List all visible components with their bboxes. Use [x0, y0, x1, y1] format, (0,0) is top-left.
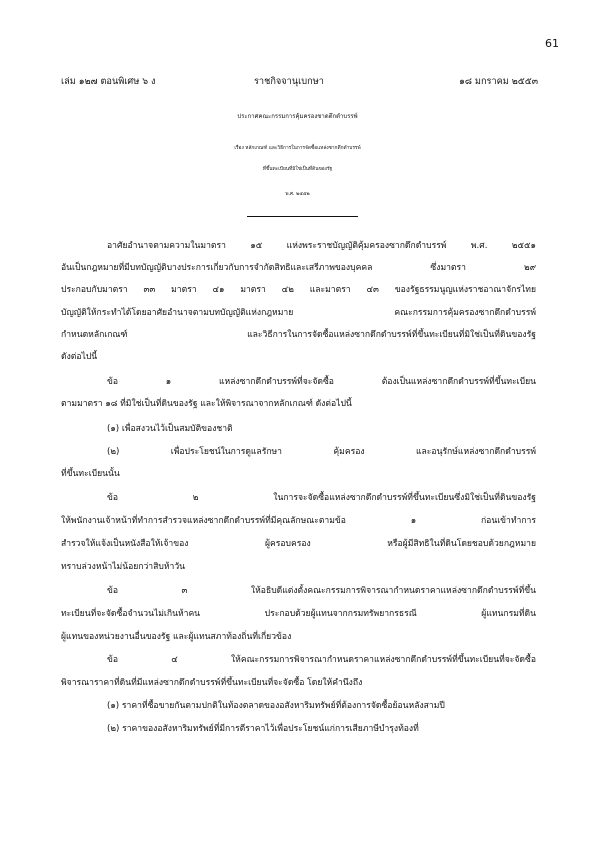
body-line: ข้อ ๔ ให้คณะกรรมการพิจารณากำหนดราคาแหล่งซากดึกดำบรรพ์ที่ขึ้นทะเบียนที่จะจัดซื้อ: [107, 655, 536, 665]
subject-line-2: ที่ขึ้นทะเบียนที่มิใช่เป็นที่ดินของรัฐ: [262, 167, 333, 172]
body-line: (๑) เพื่อสงวนไว้เป็นสมบัติของชาติ: [107, 424, 233, 434]
body-line: ให้พนักงานเจ้าหน้าที่ทำการสำรวจแหล่งซากดึกดำบรรพ์ที่มีคุณลักษณะตามข้อ ๑ ก่อนเข้าทำการ: [61, 516, 536, 526]
body-line: พิจารณาราคาที่ดินที่มีแหล่งซากดึกดำบรรพ์ที่ขึ้นทะเบียนที่จะจัดซื้อ โดยให้คำนึงถึง: [61, 678, 363, 688]
body-line: ผู้แทนของหน่วยงานอื่นของรัฐ และผู้แทนสภาท้องถิ่นที่เกี่ยวข้อง: [61, 632, 292, 642]
header-volume-issue: เล่ม ๑๒๗ ตอนพิเศษ ๖ ง: [61, 76, 156, 87]
body-line: ตามมาตรา ๑๘ ที่มิใช่เป็นที่ดินของรัฐ และให้พิจารณาจากหลักเกณฑ์ ดังต่อไปนี้: [61, 399, 352, 409]
body-line: ที่ขึ้นทะเบียนนั้น: [61, 469, 120, 479]
header-gazette-name: ราชกิจจานุเบกษา: [254, 76, 324, 87]
body-line: ประกอบกับมาตรา ๓๓ มาตรา ๔๑ มาตรา ๔๒ และมาตรา ๔๓ ของรัฐธรรมนูญแห่งราชอาณาจักรไทย: [61, 285, 536, 295]
body-line: สำรวจให้แจ้งเป็นหนังสือให้เจ้าของ ผู้ครอบครอง หรือผู้มีสิทธิในที่ดินโดยชอบด้วยกฎหมาย: [61, 539, 536, 549]
body-line: บัญญัติให้กระทำได้โดยอาศัยอำนาจตามบทบัญญัติแห่งกฎหมาย คณะกรรมการคุ้มครองซากดึกดำบรรพ์: [61, 308, 536, 318]
subject-line-1: เรื่อง หลักเกณฑ์ และวิธีการในการจัดซื้อแหล่งซากดึกดำบรรพ์: [234, 146, 361, 151]
body-line: ดังต่อไปนี้: [61, 352, 98, 362]
body-line: (๑) ราคาที่ซื้อขายกันตามปกติในท้องตลาดของอสังหาริมทรัพย์ที่ต้องการจัดซื้อย้อนหลังสามปี: [107, 701, 445, 711]
body-line: ข้อ ๒ ในการจะจัดซื้อแหล่งซากดึกดำบรรพ์ที่ขึ้นทะเบียนซึ่งมิใช่เป็นที่ดินของรัฐ: [107, 493, 536, 503]
body-line: อาศัยอำนาจตามความในมาตรา ๑๕ แห่งพระราชบัญญัติคุ้มครองซากดึกดำบรรพ์ พ.ศ. ๒๕๕๑: [107, 241, 536, 251]
announcement-title: ประกาศคณะกรรมการคุ้มครองชาดตึกดำบรรพ์: [237, 113, 358, 120]
title-divider: [247, 216, 358, 217]
body-line: (๒) เพื่อประโยชน์ในการดูแลรักษา คุ้มครอง และอนุรักษ์แหล่งซากดึกดำบรรพ์: [107, 447, 536, 457]
body-line: ทะเบียนที่จะจัดซื้อจำนวนไม่เกินห้าคน ประกอบด้วยผู้แทนจากกรมทรัพยากรธรณี ผู้แทนกรมที่ดิน: [61, 609, 536, 619]
body-line: ทราบล่วงหน้าไม่น้อยกว่าสิบห้าวัน: [61, 562, 186, 572]
page-number: 61: [545, 37, 559, 50]
body-line: ข้อ ๓ ให้อธิบดีแต่งตั้งคณะกรรมการพิจารณากำหนดราคาแหล่งซากดึกดำบรรพ์ที่ขึ้น: [107, 586, 536, 596]
body-line: ข้อ ๑ แหล่งซากดึกดำบรรพ์ที่จะจัดซื้อ ต้องเป็นแหล่งซากดึกดำบรรพ์ที่ขึ้นทะเบียน: [107, 377, 536, 387]
subject-year: พ.ศ. ๒๕๕๒: [285, 192, 310, 197]
body-line: อันเป็นกฎหมายที่มีบทบัญญัติบางประการเกี่ยวกับการจำกัดสิทธิและเสรีภาพของบุคคล ซึ่งมาตรา ๒๙: [61, 263, 536, 273]
body-line: (๒) ราคาของอสังหาริมทรัพย์ที่มีการตีราคาไว้เพื่อประโยชน์แก่การเสียภาษีบำรุงท้องที่: [107, 724, 419, 734]
body-line: กำหนดหลักเกณฑ์ และวิธีการในการจัดซื้อแหล่งซากดึกดำบรรพ์ที่ขึ้นทะเบียนที่มิใช่เป็นที่ดินของรัฐ: [61, 330, 536, 340]
header-date: ๑๘ มกราคม ๒๕๕๓: [459, 76, 538, 87]
